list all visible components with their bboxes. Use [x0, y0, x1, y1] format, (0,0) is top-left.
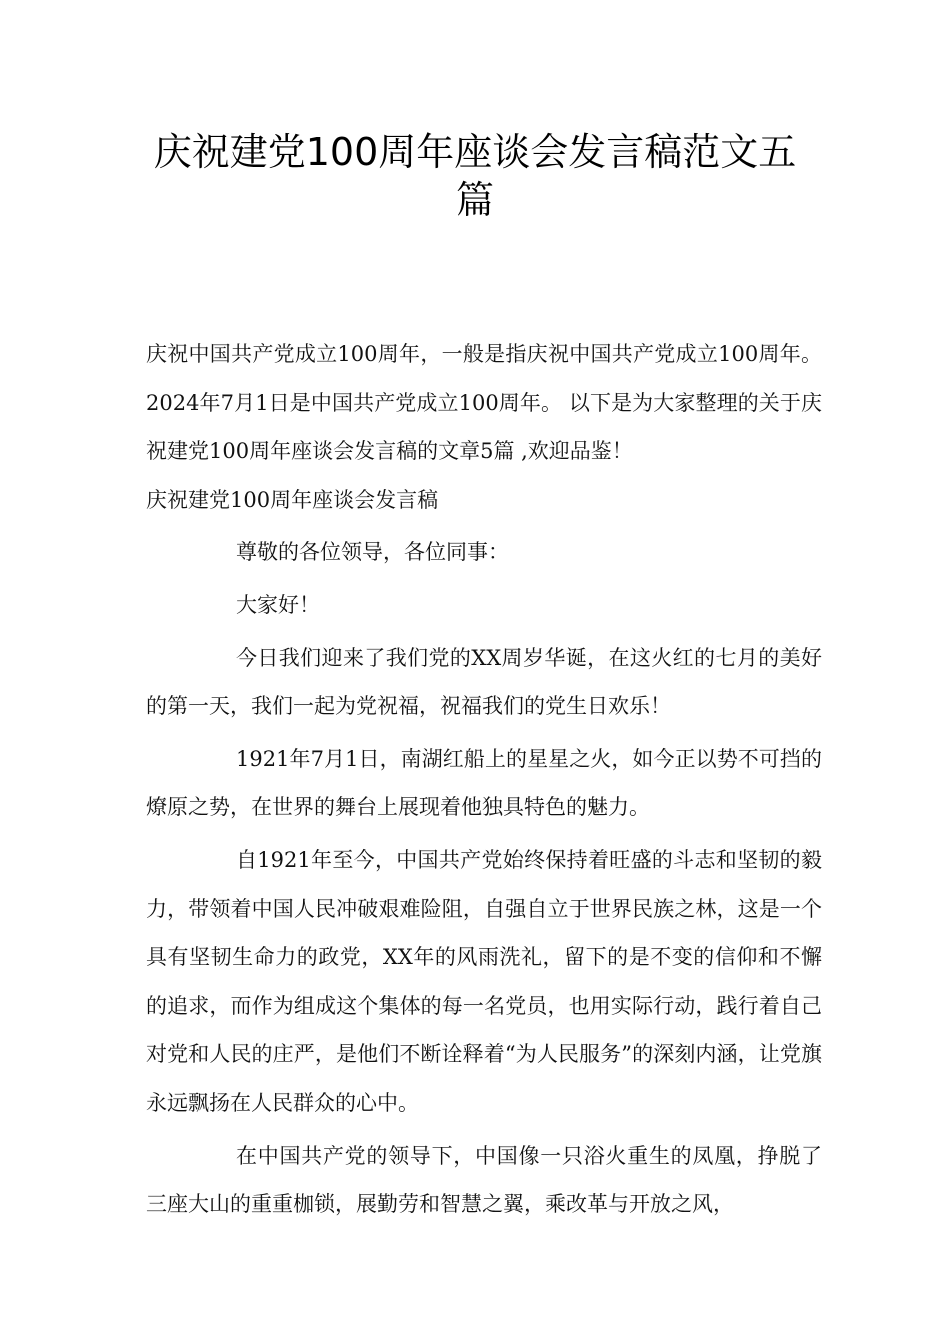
document-title: 庆祝建党100周年座谈会发言稿范文五篇 — [153, 130, 797, 222]
body-paragraph-2: 1921年7月1日，南湖红船上的星星之火，如今正以势不可挡的燎原之势，在世界的舞台上展现着他独具特色的魅力。 — [146, 746, 822, 820]
document-body — [146, 330, 822, 1229]
body-paragraph-3: 自1921年至今，中国共产党始终保持着旺盛的斗志和坚韧的毅力，带领着中国人民冲破艰难险阻，自强自立于世界民族之林，这是一个具有坚韧生命力的政党，XX年的风雨洗礼，留下的是不变的信仰和不懈的追求，而作为组成这个集体的每一名党员，也用实际行动，践行着自己对党和人民的庄严，是他们不断诠释着“为人民服务”的深刻内涵，让党旗永远飘扬在人民群众的心中。 — [146, 847, 822, 1115]
body-paragraph-1: 今日我们迎来了我们党的XX周岁华诞，在这火红的七月的美好的第一天，我们一起为党祝福，祝福我们的党生日欢乐！ — [146, 645, 822, 719]
body-paragraph-4: 在中国共产党的领导下，中国像一只浴火重生的凤凰，挣脱了三座大山的重重枷锁，展勤劳和智慧之翼，乘改革与开放之风， — [146, 1143, 822, 1217]
salutation-paragraph: 尊敬的各位领导，各位同事： — [236, 540, 509, 565]
section-heading: 庆祝建党100周年座谈会发言稿 — [146, 487, 439, 512]
intro-paragraph: 庆祝中国共产党成立100周年，一般是指庆祝中国共产党成立100周年。2024年7月1日是中国共产党成立100周年。 以下是为大家整理的关于庆祝建党100周年座谈会发言稿的文章5篇 ,欢迎品鉴！ — [146, 342, 822, 464]
greeting-paragraph: 大家好！ — [236, 592, 320, 617]
